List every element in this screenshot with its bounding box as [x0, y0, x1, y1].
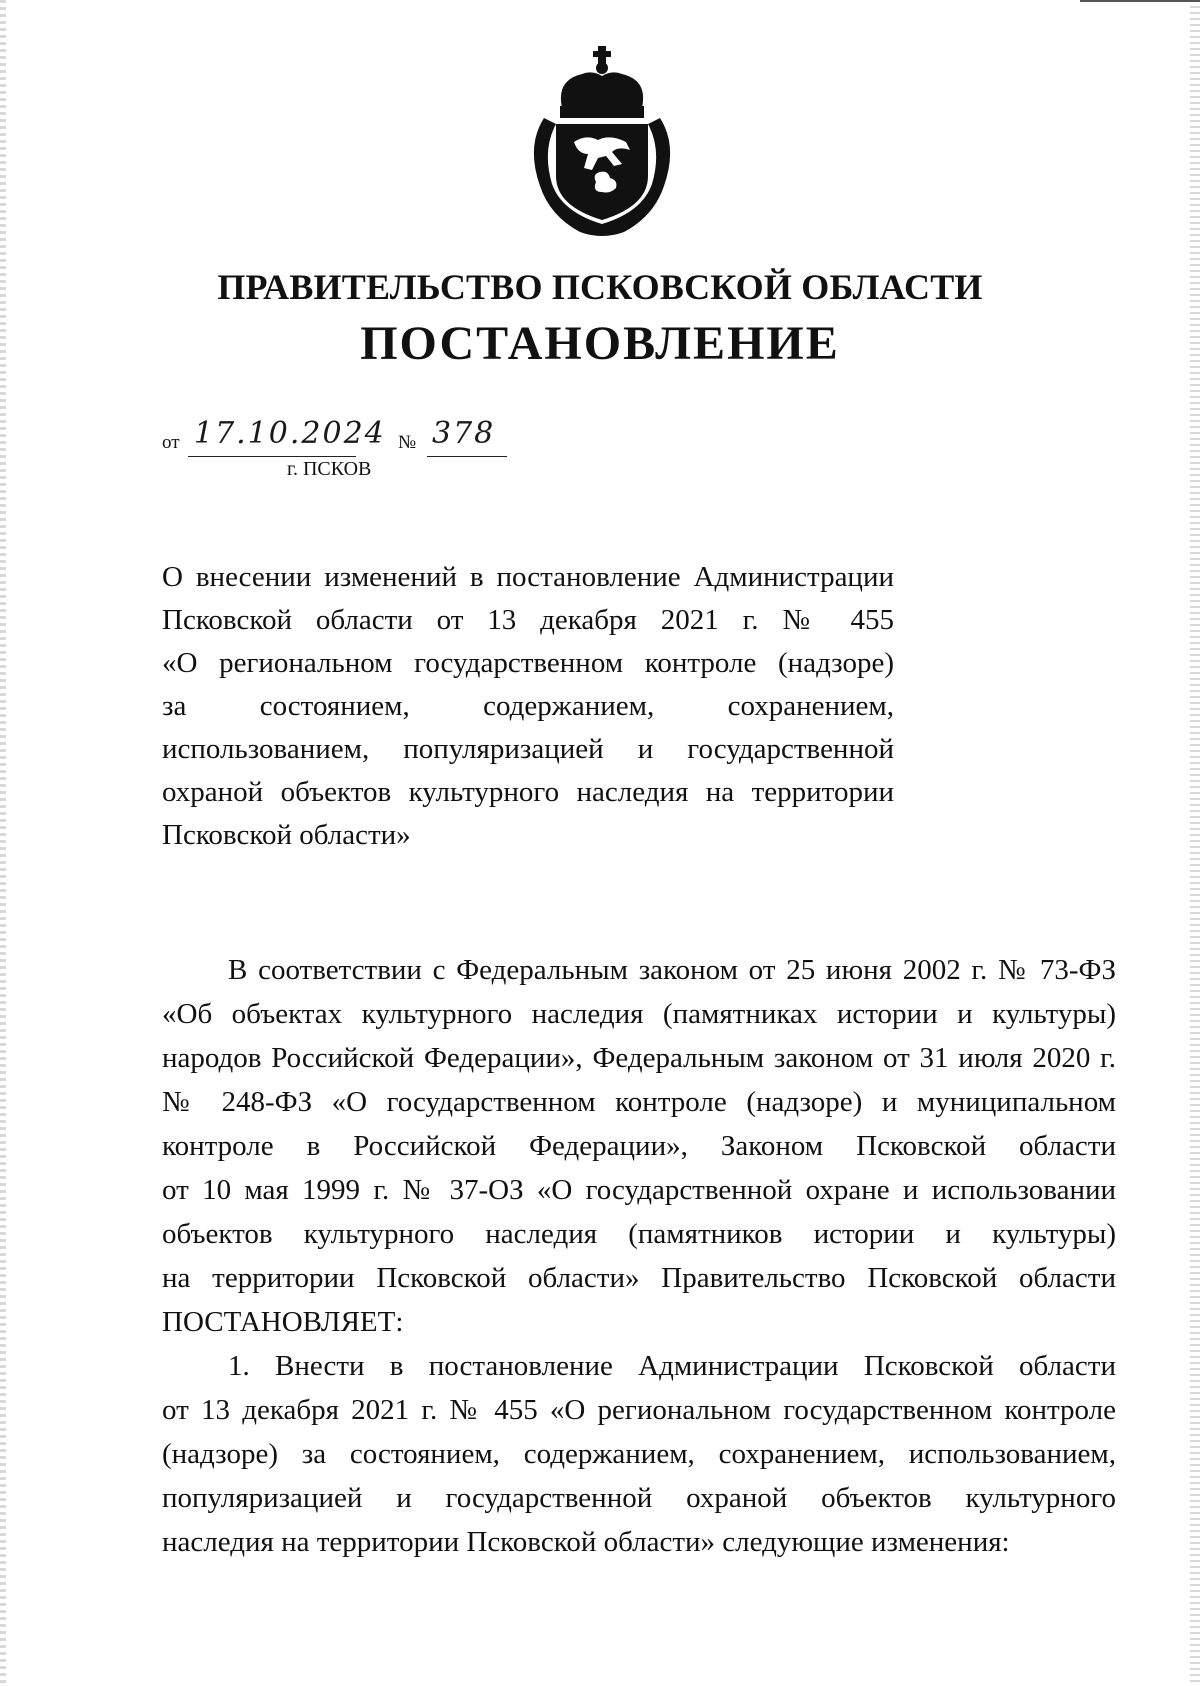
subject-line: Псковской области от 13 декабря 2021 г. № 455	[162, 604, 894, 636]
subject-line: О внесении изменений в постановление Администрации	[162, 561, 894, 593]
body-line: от 13 декабря 2021 г. № 455 «О региональном государственном контроле	[162, 1394, 1116, 1426]
government-title: ПРАВИТЕЛЬСТВО ПСКОВСКОЙ ОБЛАСТИ	[217, 267, 983, 307]
document-type-title: ПОСТАНОВЛЕНИЕ	[360, 317, 840, 370]
subject-line: Псковской области»	[162, 819, 411, 851]
document-body	[162, 948, 1116, 1564]
body-line: (надзоре) за состоянием, содержанием, сохранением, использованием,	[162, 1438, 1116, 1470]
body-line: № 248-ФЗ «О государственном контроле (надзоре) и муниципальном	[162, 1086, 1116, 1118]
document-subject	[162, 556, 894, 857]
subject-line: за состоянием, содержанием, сохранением,	[162, 690, 894, 722]
registration-row	[162, 418, 562, 458]
subject-line: «О региональном государственном контроле (надзоре)	[162, 647, 894, 679]
document-number: 378	[432, 416, 496, 451]
body-line: популяризацией и государственной охраной объектов культурного	[162, 1482, 1116, 1514]
body-line: наследия на территории Псковской области» следующие изменения:	[162, 1526, 1010, 1558]
scan-edge-right	[1190, 0, 1200, 1686]
body-line: 1. Внести в постановление Администрации Псковской области	[228, 1350, 1116, 1382]
body-line: В соответствии с Федеральным законом от 25 июня 2002 г. № 73-ФЗ	[228, 954, 1116, 986]
body-line: народов Российской Федерации», Федеральным законом от 31 июля 2020 г.	[162, 1042, 1116, 1074]
number-prefix: №	[398, 432, 417, 453]
date-underline	[188, 456, 356, 457]
scan-edge-top	[1080, 0, 1200, 2]
body-line: от 10 мая 1999 г. № 37-ОЗ «О государственной охране и использовании	[162, 1174, 1116, 1206]
pskov-coat-of-arms-icon	[522, 46, 682, 240]
body-line: на территории Псковской области» Правительство Псковской области	[162, 1262, 1116, 1294]
subject-line: использованием, популяризацией и государственной	[162, 733, 894, 765]
body-line: объектов культурного наследия (памятников истории и культуры)	[162, 1218, 1116, 1250]
city-label: г. ПСКОВ	[287, 458, 372, 480]
document-date: 17.10.2024	[194, 416, 386, 451]
body-line: ПОСТАНОВЛЯЕТ:	[162, 1306, 404, 1338]
subject-line: охраной объектов культурного наследия на территории	[162, 776, 894, 808]
number-underline	[427, 456, 507, 457]
body-line: контроле в Российской Федерации», Законом Псковской области	[162, 1130, 1116, 1162]
body-line: «Об объектах культурного наследия (памятниках истории и культуры)	[162, 998, 1116, 1030]
scan-edge-left	[0, 0, 6, 1686]
date-prefix: от	[162, 432, 180, 453]
